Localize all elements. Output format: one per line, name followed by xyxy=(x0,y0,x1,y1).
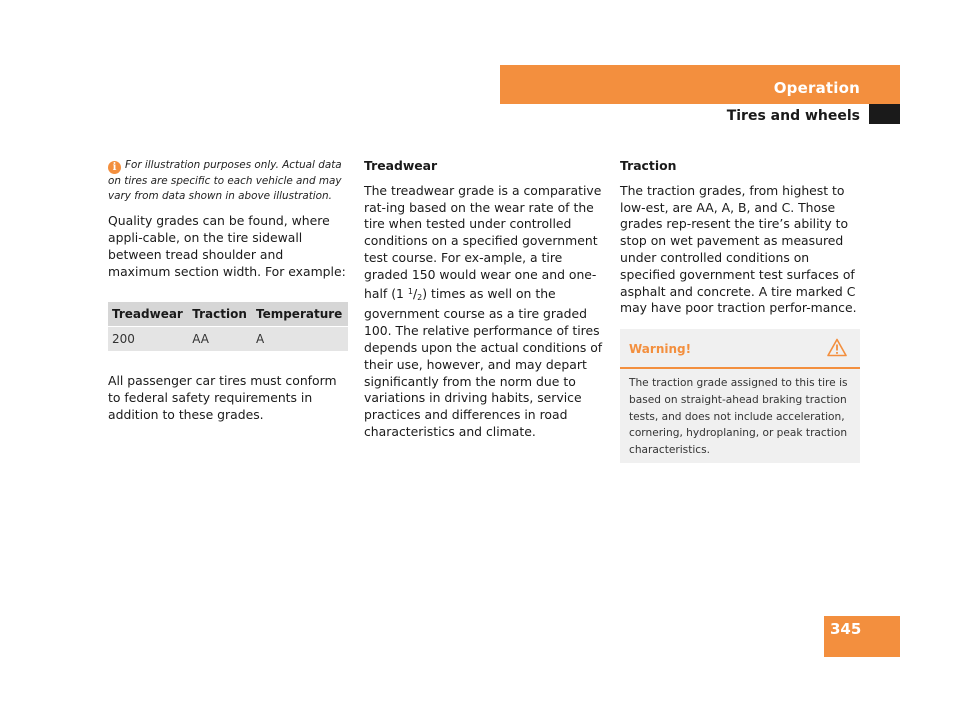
traction-heading: Traction xyxy=(620,158,677,173)
grades-header-temperature: Temperature xyxy=(252,302,348,327)
fraction-separator: / xyxy=(412,285,418,301)
grades-table xyxy=(108,302,348,351)
illustration-note-text: For illustration purposes only. Actual data on tires are specific to each vehicle and may vary from data shown in above illustration. xyxy=(108,159,342,202)
treadwear-paragraph xyxy=(364,183,604,441)
safety-requirements-paragraph: All passenger car tires must conform to federal safety requirements in addition to these grades. xyxy=(108,373,337,422)
warning-header xyxy=(620,329,860,369)
subsection-title: Tires and wheels xyxy=(726,108,860,124)
treadwear-text-end: ) times as well on the government course as a tire graded 100. The relative performance of tires depends upon the actual conditions of their use, however, and may depart significantly from the norm due to variations in driving habits, service practices and differences in road characteristics and climate. xyxy=(364,285,603,439)
grades-header-traction: Traction xyxy=(188,302,252,327)
column-2 xyxy=(364,158,604,449)
column-1 xyxy=(108,158,348,432)
grades-table-header-row xyxy=(108,302,348,327)
grades-cell-treadwear: 200 xyxy=(108,327,188,352)
section-title: Operation xyxy=(773,79,860,97)
section-header-band xyxy=(500,65,900,104)
treadwear-heading: Treadwear xyxy=(364,158,438,173)
page-number: 345 xyxy=(830,620,862,638)
illustration-note xyxy=(108,158,348,203)
warning-title: Warning! xyxy=(629,342,692,356)
grades-cell-traction: AA xyxy=(188,327,252,352)
fraction-denominator: 2 xyxy=(417,292,423,302)
table-row xyxy=(108,327,348,352)
grades-header-treadwear: Treadwear xyxy=(108,302,188,327)
column-3 xyxy=(620,158,860,325)
page-number-block xyxy=(824,616,900,657)
header-marker-block xyxy=(869,104,900,124)
warning-body: The traction grade assigned to this tire is based on straight-ahead braking traction tests, and does not include acceleration, cornering, hydroplaning, or peak traction characteristics. xyxy=(629,377,848,457)
grades-cell-temperature: A xyxy=(252,327,348,352)
quality-grades-paragraph: Quality grades can be found, where appli-cable, on the tire sidewall between tread shoulder and maximum section width. For example: xyxy=(108,213,346,279)
traction-paragraph: The traction grades, from highest to low-est, are AA, A, B, and C. Those grades rep-resent the tire’s ability to stop on wet pavement as measured under controlled conditions on specified government test surfaces of asphalt and concrete. A tire marked C may have poor traction perfor-mance. xyxy=(620,182,857,316)
warning-box xyxy=(620,329,860,463)
fraction-numerator: 1 xyxy=(407,286,413,296)
info-icon: i xyxy=(108,161,121,174)
warning-triangle-icon xyxy=(827,338,847,357)
treadwear-text-start: The treadwear grade is a comparative rat-ing based on the wear rate of the tire when tested under controlled conditions on a specified government test course. For ex-ample, a tire graded 150 would wear one and one-half (1 xyxy=(364,182,602,301)
